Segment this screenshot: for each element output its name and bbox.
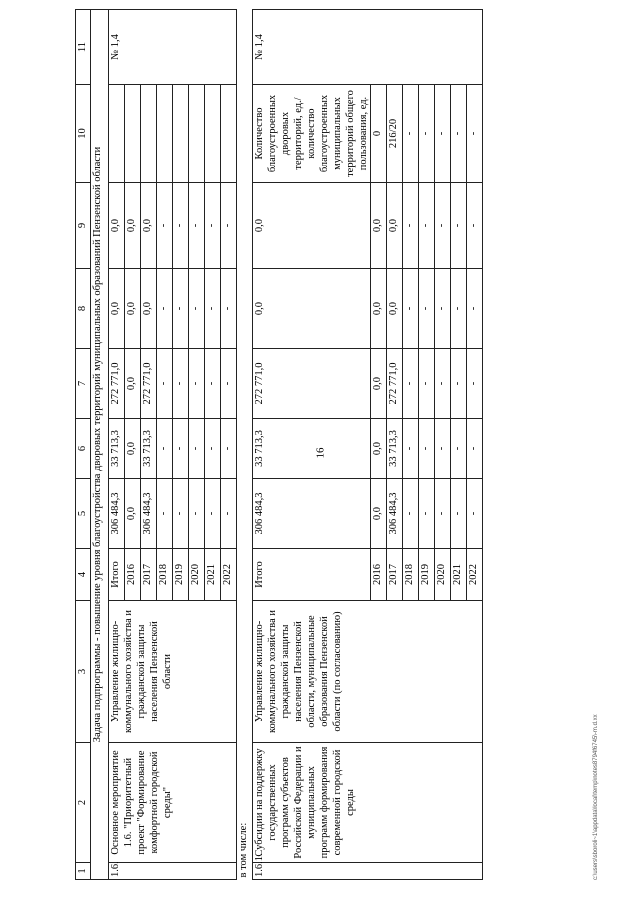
year-cell: 2021 xyxy=(451,549,467,601)
year-cell: 2018 xyxy=(403,549,419,601)
value-cell: - xyxy=(403,183,419,269)
value-cell: 33 713,3 xyxy=(387,419,403,479)
header-cell: 4 xyxy=(76,549,91,601)
value-cell: - xyxy=(419,349,435,419)
value-cell: 0,0 xyxy=(371,269,387,349)
value-cell: - xyxy=(205,269,221,349)
indicator-value: - xyxy=(451,85,467,183)
header-cell: 7 xyxy=(76,349,91,419)
value-cell: - xyxy=(419,419,435,479)
year-cell: 2019 xyxy=(419,549,435,601)
year-cell: 2016 xyxy=(371,549,387,601)
item-name: Основное мероприятие 1.6. "Приоритетный проект "Формирование комфортной городской среды" xyxy=(109,743,237,863)
reference-cell: № 1,4 xyxy=(253,10,483,85)
item-executor: Управление жилищно-коммунального хозяйства и гражданской защиты населения Пензенской области xyxy=(109,601,237,743)
indicator-cell: Количество благоустроенных дворовых территорий, ед./количество благоустроенных муниципальных территорий общего пользования, ед. xyxy=(253,85,371,183)
m16-row xyxy=(109,10,125,880)
value-cell: - xyxy=(403,419,419,479)
year-cell: 2020 xyxy=(189,549,205,601)
value-cell: - xyxy=(173,349,189,419)
value-cell: 0,0 xyxy=(109,183,125,269)
value-cell: 33 713,3 xyxy=(109,419,125,479)
value-cell: - xyxy=(221,183,237,269)
value-cell: - xyxy=(419,269,435,349)
value-cell: 0,0 xyxy=(141,183,157,269)
value-cell: 0,0 xyxy=(253,183,371,269)
m161-row xyxy=(253,10,371,880)
value-cell: - xyxy=(467,183,483,269)
indicator-value: 0 xyxy=(371,85,387,183)
year-cell: 2020 xyxy=(435,549,451,601)
value-cell: 0,0 xyxy=(371,419,387,479)
value-cell: 272 771,0 xyxy=(253,349,371,419)
value-cell: - xyxy=(173,183,189,269)
value-cell: - xyxy=(157,183,173,269)
indicator-value xyxy=(141,85,157,183)
indicator-cell xyxy=(109,85,125,183)
indicator-value: - xyxy=(403,85,419,183)
task-row xyxy=(91,10,109,880)
value-cell: 0,0 xyxy=(125,349,141,419)
value-cell: - xyxy=(451,183,467,269)
value-cell: 0,0 xyxy=(125,183,141,269)
rotated-page xyxy=(75,10,599,880)
value-cell: - xyxy=(435,419,451,479)
value-cell: - xyxy=(221,479,237,549)
indicator-value xyxy=(189,85,205,183)
value-cell: 0,0 xyxy=(371,349,387,419)
value-cell: - xyxy=(419,183,435,269)
value-cell: - xyxy=(221,419,237,479)
item-number: 1.6. xyxy=(109,863,237,880)
indicator-value xyxy=(173,85,189,183)
value-cell: - xyxy=(157,269,173,349)
indicator-value xyxy=(205,85,221,183)
header-cell: 2 xyxy=(76,743,91,863)
value-cell: 272 771,0 xyxy=(387,349,403,419)
value-cell: - xyxy=(435,269,451,349)
value-cell: - xyxy=(467,479,483,549)
value-cell: - xyxy=(451,349,467,419)
header-cell: 10 xyxy=(76,85,91,183)
indicator-value xyxy=(157,85,173,183)
value-cell: - xyxy=(157,419,173,479)
value-cell: - xyxy=(189,349,205,419)
year-cell: 2021 xyxy=(205,549,221,601)
value-cell: - xyxy=(205,419,221,479)
year-cell: 2016 xyxy=(125,549,141,601)
value-cell: - xyxy=(403,349,419,419)
value-cell: - xyxy=(467,269,483,349)
year-cell: 2018 xyxy=(157,549,173,601)
value-cell: 33 713,3 xyxy=(141,419,157,479)
indicator-value: - xyxy=(435,85,451,183)
year-cell: 2022 xyxy=(221,549,237,601)
value-cell: 0,0 xyxy=(253,269,371,349)
value-cell: 0,0 xyxy=(109,269,125,349)
value-cell: - xyxy=(419,479,435,549)
year-cell: 2017 xyxy=(141,549,157,601)
header-cell: 9 xyxy=(76,183,91,269)
header-cell: 5 xyxy=(76,479,91,549)
value-cell: 0,0 xyxy=(141,269,157,349)
year-cell: 2022 xyxy=(467,549,483,601)
in-that-number-label: в том числе: xyxy=(237,10,253,880)
value-cell: 0,0 xyxy=(387,269,403,349)
year-cell: 2019 xyxy=(173,549,189,601)
year-cell: 2017 xyxy=(387,549,403,601)
value-cell: - xyxy=(221,269,237,349)
value-cell: 33 713,3 xyxy=(253,419,371,479)
indicator-value xyxy=(221,85,237,183)
value-cell: 0,0 xyxy=(371,479,387,549)
value-cell: 272 771,0 xyxy=(109,349,125,419)
value-cell: 0,0 xyxy=(125,479,141,549)
value-cell: - xyxy=(173,479,189,549)
reference-cell: № 1,4 xyxy=(109,10,237,85)
indicator-value: 216/20 xyxy=(387,85,403,183)
header-cell: 3 xyxy=(76,601,91,743)
value-cell: 0,0 xyxy=(125,269,141,349)
indicator-value xyxy=(125,85,141,183)
value-cell: - xyxy=(173,419,189,479)
value-cell: - xyxy=(435,183,451,269)
value-cell: - xyxy=(403,479,419,549)
value-cell: - xyxy=(205,349,221,419)
year-cell: Итого xyxy=(253,549,371,601)
value-cell: - xyxy=(451,269,467,349)
item-number: 1.6.1. xyxy=(253,863,483,880)
value-cell: - xyxy=(403,269,419,349)
value-cell: - xyxy=(157,349,173,419)
value-cell: - xyxy=(189,419,205,479)
value-cell: - xyxy=(205,183,221,269)
program-table xyxy=(75,9,483,880)
header-row xyxy=(76,10,91,880)
indicator-value: - xyxy=(467,85,483,183)
value-cell: - xyxy=(451,419,467,479)
value-cell: 306 484,3 xyxy=(253,479,371,549)
value-cell: - xyxy=(451,479,467,549)
year-cell: Итого xyxy=(109,549,125,601)
value-cell: 0,0 xyxy=(125,419,141,479)
header-cell: 6 xyxy=(76,419,91,479)
item-executor: Управление жилищно-коммунального хозяйства и гражданской защиты населения Пензенской области, муниципальные образования Пензенской области (по согласованию) xyxy=(253,601,483,743)
footer-path: c:\users\sboroli~1\appdata\local\temp\notes8794f6745\-m.d.xx xyxy=(593,714,599,880)
value-cell: 306 484,3 xyxy=(141,479,157,549)
page-number: 16 xyxy=(314,447,327,459)
value-cell: - xyxy=(435,349,451,419)
value-cell: 306 484,3 xyxy=(109,479,125,549)
value-cell: - xyxy=(435,479,451,549)
value-cell: - xyxy=(205,479,221,549)
item-name: Субсидии на поддержку государственных программ субъектов Российской Федерации и муниципальных программ формирования современной городской среды xyxy=(253,743,483,863)
value-cell: - xyxy=(189,183,205,269)
value-cell: - xyxy=(173,269,189,349)
value-cell: 306 484,3 xyxy=(387,479,403,549)
value-cell: - xyxy=(467,349,483,419)
indicator-value: - xyxy=(419,85,435,183)
task-title: Задача подпрограммы - повышение уровня благоустройства дворовых территорий муниципальных образований Пензенской области xyxy=(91,10,109,880)
value-cell: 272 771,0 xyxy=(141,349,157,419)
value-cell: - xyxy=(467,419,483,479)
value-cell: 0,0 xyxy=(387,183,403,269)
value-cell: - xyxy=(157,479,173,549)
value-cell: - xyxy=(189,479,205,549)
value-cell: 0,0 xyxy=(371,183,387,269)
header-cell: 11 xyxy=(76,10,91,85)
header-cell: 1 xyxy=(76,863,91,880)
value-cell: - xyxy=(221,349,237,419)
header-cell: 8 xyxy=(76,269,91,349)
value-cell: - xyxy=(189,269,205,349)
subheading-row xyxy=(237,10,253,880)
